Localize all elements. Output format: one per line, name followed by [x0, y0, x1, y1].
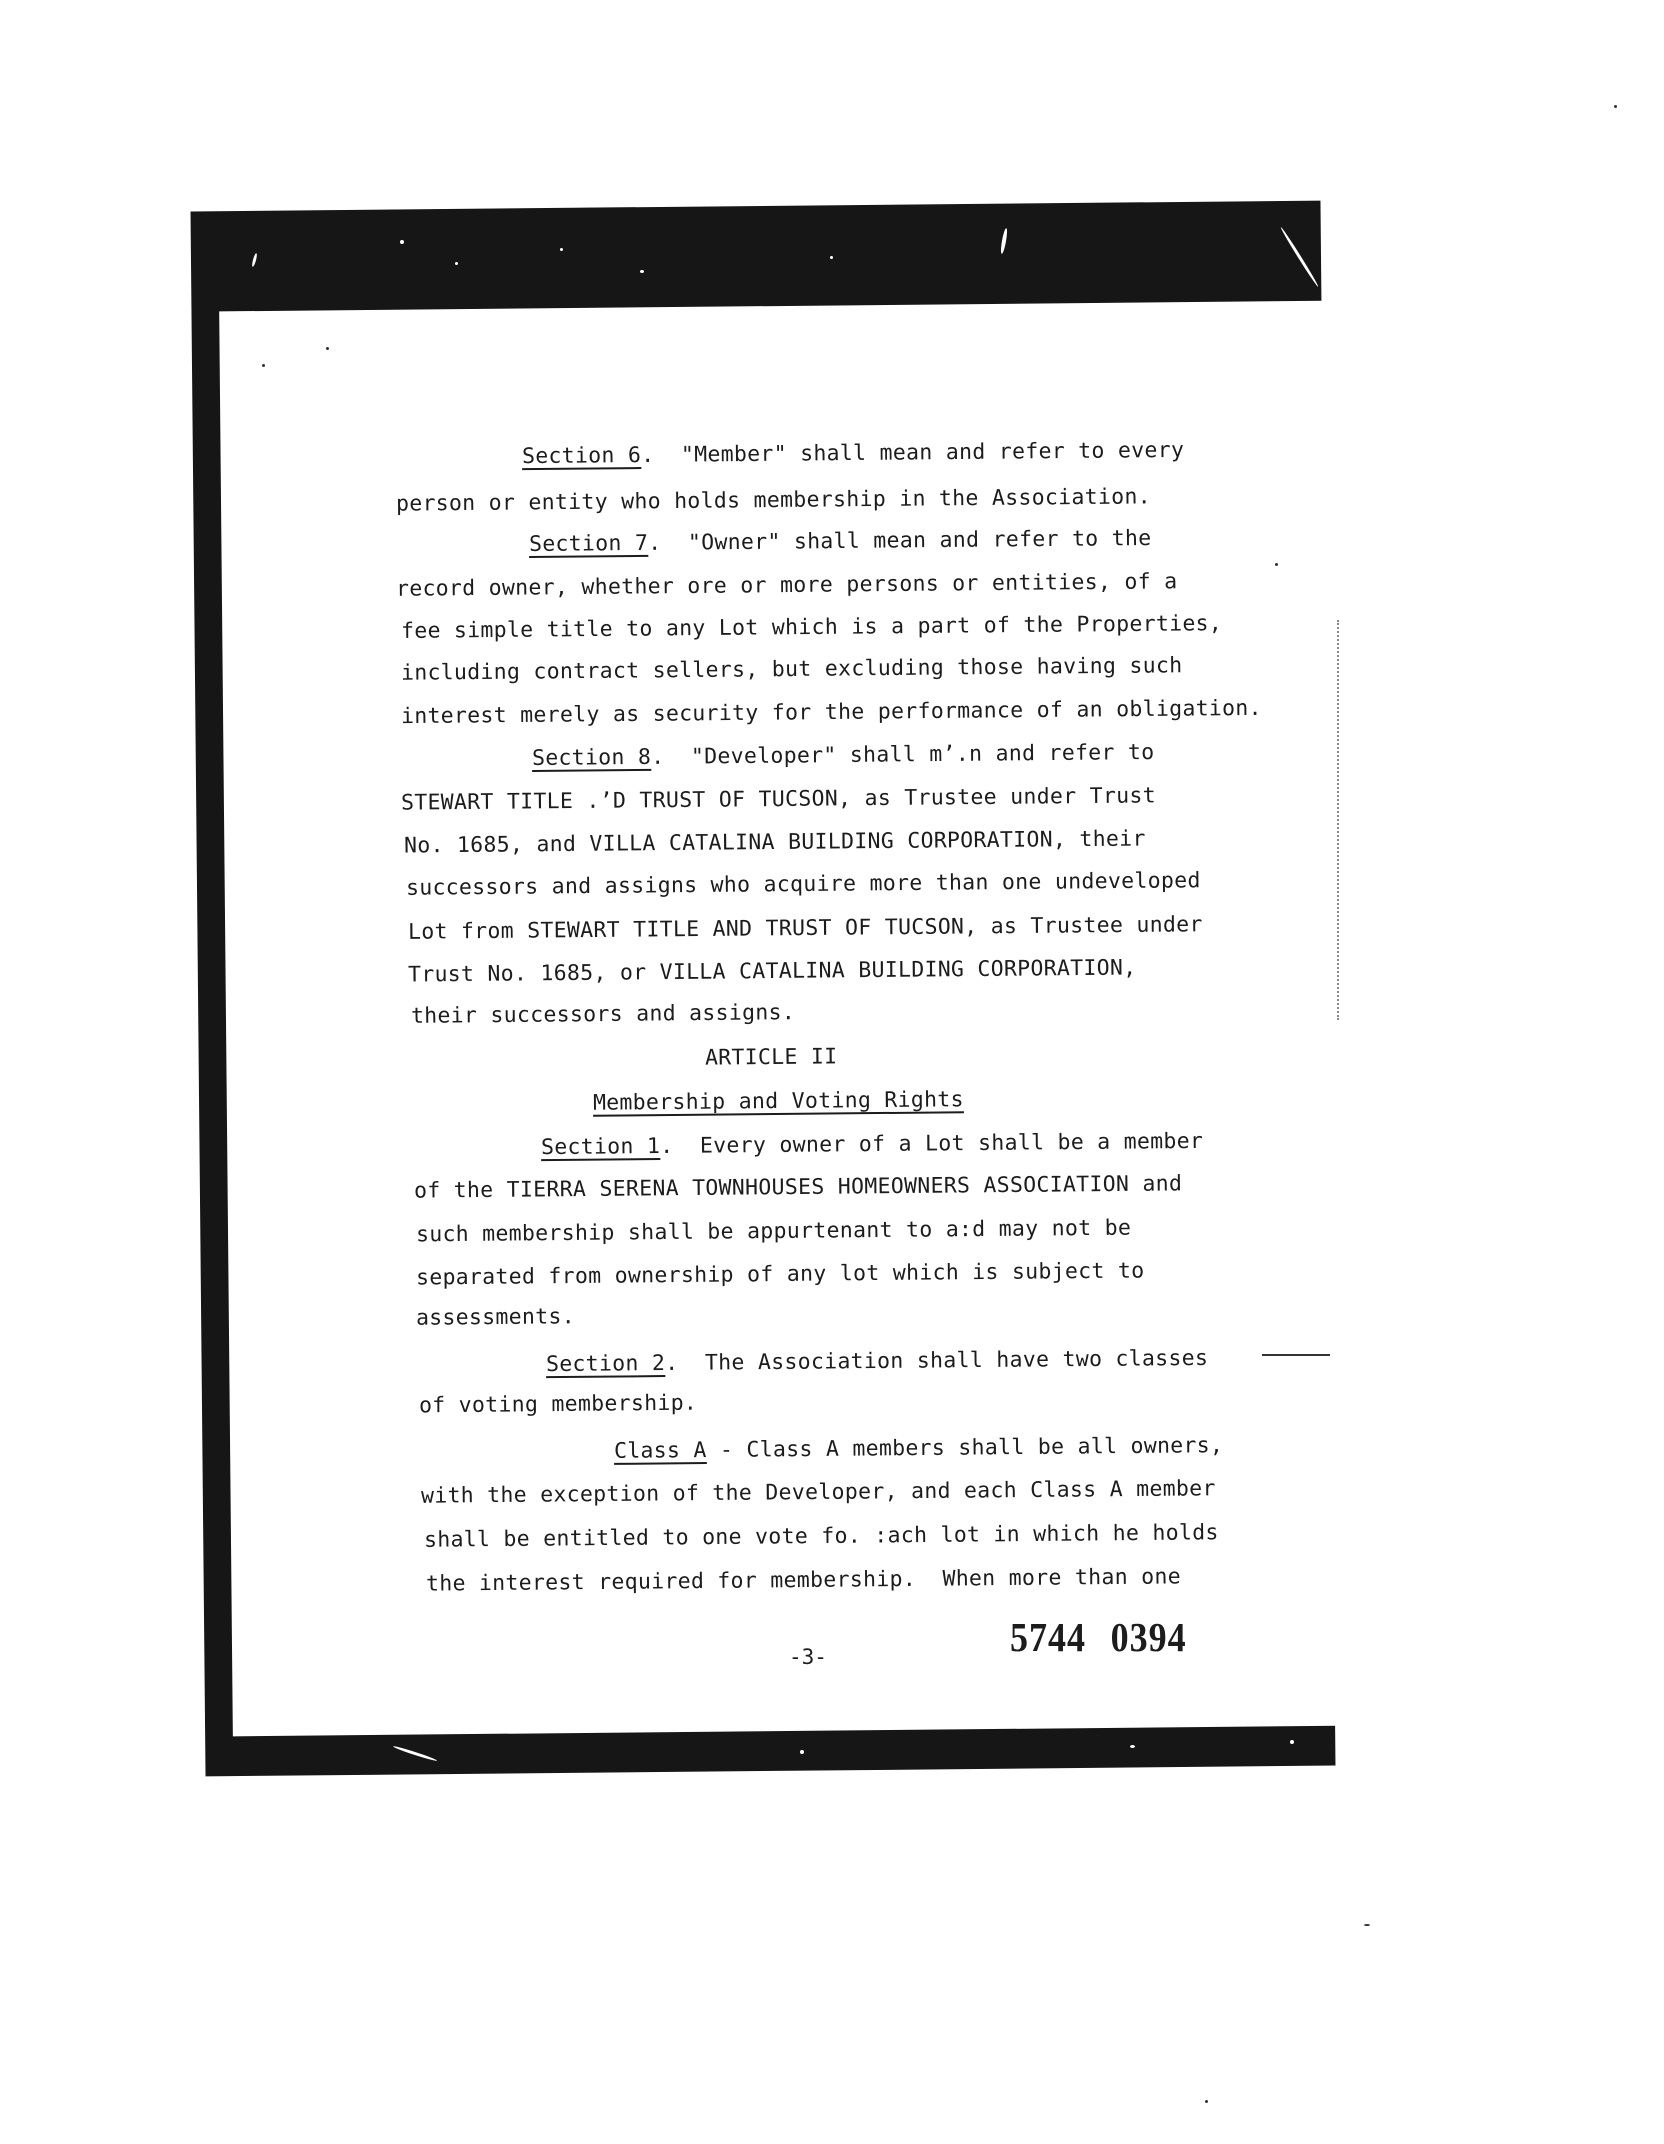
line-text: successors and assigns who acquire more than one undeveloped [405, 868, 1201, 902]
text-line [416, 1306, 575, 1329]
scan-speck [1205, 2100, 1208, 2103]
line-text: assessments. [415, 1304, 576, 1331]
line-text: shall be entitled to one vote fo. :ach lot in which he holds [423, 1520, 1219, 1553]
text-line [528, 525, 1152, 557]
line-text: fee simple title to any Lot which is a part of the Properties, [400, 611, 1223, 645]
scan-speck [1275, 563, 1278, 566]
line-text: Trust No. 1685, or VILLA CATALINA BUILDING CORPORATION, [407, 955, 1137, 988]
line-text: No. 1685, and VILLA CATALINA BUILDING CORPORATION, their [403, 825, 1146, 859]
scan-speck [326, 347, 329, 350]
text-line [521, 437, 1185, 470]
line-text: - Class A members shall be all owners, [706, 1433, 1224, 1464]
section-label: Class A [613, 1438, 707, 1465]
scan-speck [1364, 1924, 1370, 1926]
line-text: separated from ownership of any lot which is subject to [415, 1258, 1145, 1291]
margin-rule [1262, 1354, 1330, 1356]
text-line [705, 1046, 838, 1069]
section-label: Section 6 [521, 443, 642, 470]
line-text: Lot from STEWART TITLE AND TRUST OF TUCSON, as Trustee under [407, 912, 1203, 946]
section-label: Section 8 [531, 744, 652, 771]
scan-speck [1614, 105, 1617, 108]
line-text: . "Member" shall mean and refer to every [641, 437, 1185, 469]
line-text: . "Developer" shall mʼ.n and refer to [651, 739, 1155, 770]
text-line [592, 1086, 964, 1116]
line-text: ARTICLE II [704, 1044, 838, 1071]
scan-speck [640, 270, 644, 273]
line-text: including contract sellers, but excluding those having such [400, 653, 1183, 686]
line-text: person or entity who holds membership in the Association. [395, 484, 1152, 517]
line-text: of the TIERRA SERENA TOWNHOUSES HOMEOWNERS ASSOCIATION and [413, 1171, 1183, 1204]
scan-speck [1290, 1740, 1294, 1744]
line-text: such membership shall be appurtenant to a:d may not be [415, 1215, 1132, 1248]
scan-speck [800, 1750, 804, 1754]
line-text: with the exception of the Developer, and each Class A member [420, 1476, 1216, 1509]
scan-speck [455, 262, 458, 265]
line-text: STEWART TITLE .’D TRUST OF TUCSON, as Trustee under Trust [400, 783, 1157, 816]
text-line [546, 1347, 1208, 1375]
text-line [419, 1393, 697, 1417]
scan-speck [400, 240, 404, 244]
scan-speck [560, 248, 563, 251]
page-number: -3- [789, 1645, 827, 1669]
line-text: interest merely as security for the performance of an obligation. [400, 695, 1262, 730]
text-line [403, 825, 1146, 859]
margin-mark [1337, 620, 1342, 1020]
line-text: . Every owner of a Lot shall be a member [660, 1129, 1204, 1160]
text-line [411, 1002, 795, 1027]
section-label: Membership and Voting Rights [592, 1086, 964, 1116]
text-line [531, 739, 1155, 771]
section-label: Section 7 [528, 530, 649, 557]
line-text: . The Association shall have two classes [665, 1345, 1209, 1376]
scan-speck [830, 256, 833, 259]
line-text: the interest required for membership. When more than one [425, 1564, 1182, 1597]
line-text: their successors and assigns. [410, 1000, 796, 1029]
text-line [613, 1433, 1224, 1465]
section-label: Section 1 [540, 1134, 661, 1161]
recording-number: 5744 0394 [1010, 1614, 1187, 1660]
line-text: . "Owner" shall mean and refer to the [648, 525, 1152, 556]
line-text: record owner, whether ore or more persons or entities, of a [395, 568, 1178, 602]
scan-speck [262, 364, 265, 367]
section-label: Section 2 [545, 1350, 666, 1377]
line-text: of voting membership. [418, 1391, 698, 1419]
scan-speck [1130, 1745, 1135, 1748]
